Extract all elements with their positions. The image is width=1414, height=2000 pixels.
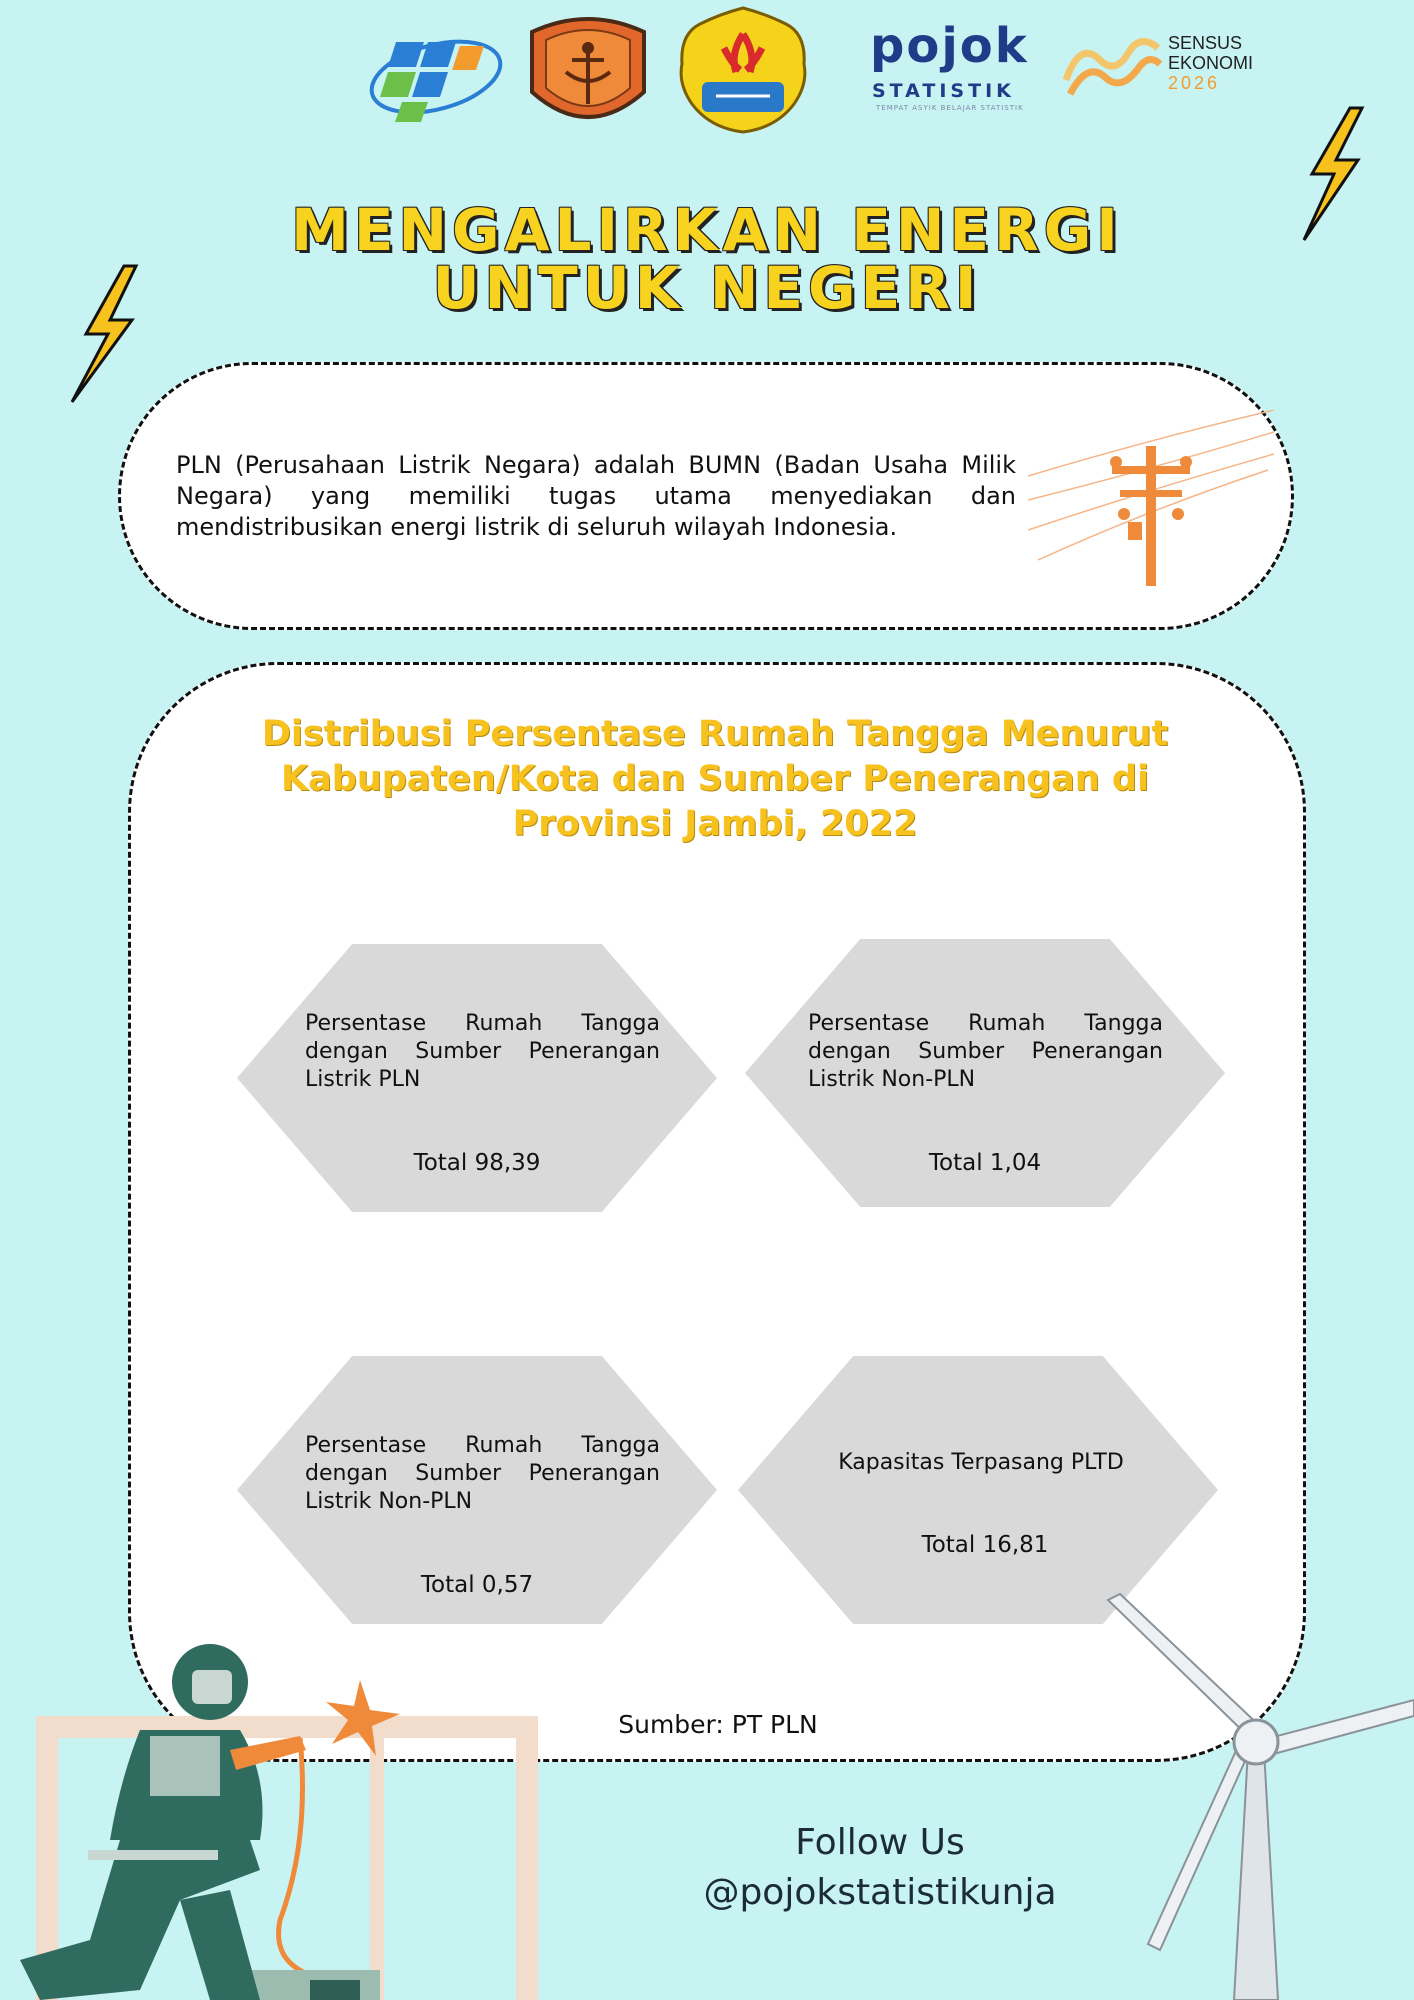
sensus-ekonomi-mark-icon: [1060, 30, 1164, 102]
page-title-line1: MENGALIRKAN ENERGI: [291, 196, 1123, 264]
stat-card-label: Kapasitas Terpasang PLTD: [838, 1450, 1124, 1475]
wind-turbine-illustration: [1100, 1590, 1414, 2000]
stat-card-label: Persentase Rumah Tangga dengan Sumber Penerangan Listrik Non-PLN: [808, 1011, 1163, 1092]
pojok-logo-word: pojok: [870, 18, 1029, 74]
pojok-logo-sub: STATISTIK: [872, 80, 1015, 102]
sensus-line1: SENSUS: [1168, 33, 1243, 53]
stat-card-label: Persentase Rumah Tangga dengan Sumber Penerangan Listrik PLN: [305, 1011, 660, 1092]
social-handle-link[interactable]: @pojokstatistikunja: [703, 1872, 1057, 1913]
power-pole-icon: [1028, 410, 1274, 586]
bps-logo: [366, 22, 506, 132]
intro-text: PLN (Perusahaan Listrik Negara) adalah BUMN (Badan Usaha Milik Negara) yang memiliki tugas utama menyediakan dan mendistribusikan energi listrik di seluruh wilayah Indonesia.: [176, 451, 1016, 541]
source-note: Sumber: PT PLN: [618, 1710, 818, 1739]
page-title-line2: UNTUK NEGERI: [432, 254, 982, 322]
jambi-province-logo: [676, 4, 810, 136]
follow-us-label: Follow Us: [795, 1822, 965, 1863]
stat-card-value: Total 0,57: [420, 1572, 534, 1598]
section-title: Distribusi Persentase Rumah Tangga Menurut Kabupaten/Kota dan Sumber Penerangan di Provinsi Jambi, 2022: [261, 714, 1169, 844]
pojok-logo-tagline: TEMPAT ASYIK BELAJAR STATISTIK: [876, 104, 1024, 112]
universitas-jambi-logo: [522, 12, 654, 134]
welder-illustration: [0, 1640, 590, 2000]
stat-card-value: Total 1,04: [928, 1150, 1042, 1176]
stat-card-label: Persentase Rumah Tangga dengan Sumber Penerangan Listrik Non-PLN: [305, 1433, 660, 1514]
stat-card-value: Total 16,81: [921, 1532, 1049, 1558]
sensus-line2: EKONOMI: [1168, 53, 1254, 73]
sensus-year: 2026: [1168, 73, 1221, 93]
stat-card-value: Total 98,39: [413, 1150, 541, 1176]
